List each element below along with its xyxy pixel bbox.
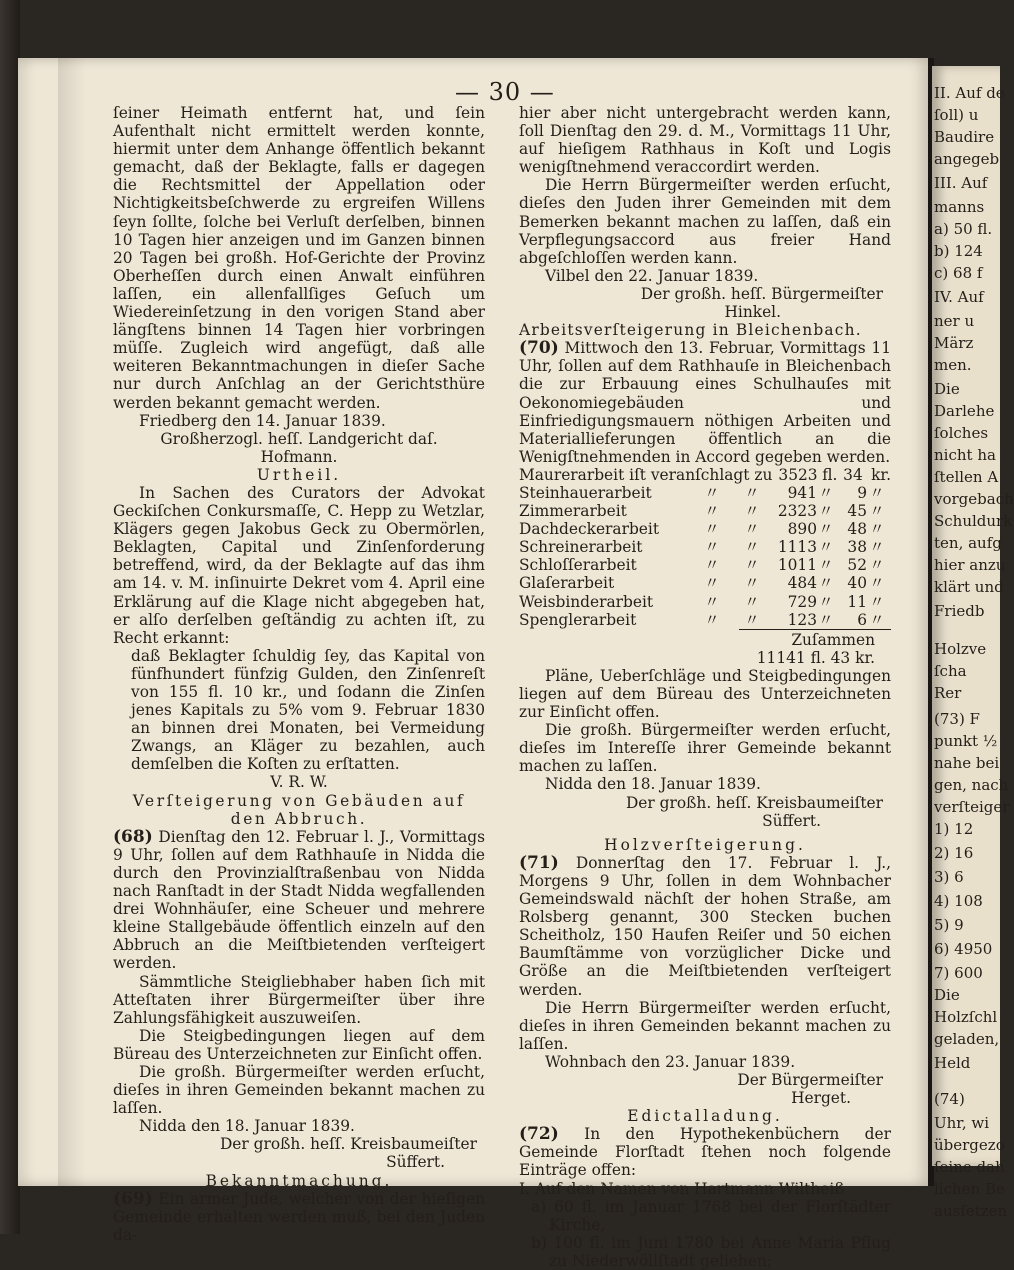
- cost-row: [519, 502, 891, 520]
- cost-d2: 〃: [744, 520, 760, 539]
- next-page-fragment: IV. Auf: [934, 288, 984, 306]
- cost-kr: 11: [847, 592, 867, 611]
- section-title: Holzverſteigerung.: [604, 835, 806, 854]
- section-title: Arbeitsverſteigerung in Bleichenbach.: [519, 321, 862, 340]
- page-number: — 30 —: [455, 78, 555, 106]
- cost-row: [519, 556, 891, 574]
- cost-q2: 〃: [869, 483, 885, 502]
- dateline: Nidda den 18. Januar 1839.: [545, 775, 761, 794]
- next-page-fragment: 2) 16: [934, 844, 974, 862]
- next-page-fragment: Schuldurk: [934, 512, 1013, 530]
- next-page-fragment: c) 68 f: [934, 264, 983, 282]
- next-page-fragment: b) 124: [934, 242, 983, 260]
- section-title: Edictalladung.: [627, 1107, 783, 1126]
- cost-total: Zuſammen 11141 fl. 43 kr.: [739, 629, 891, 667]
- cost-q2: 〃: [869, 610, 885, 629]
- cost-trade: Glaſerarbeit: [519, 574, 615, 593]
- notice-number: (69): [113, 1188, 153, 1209]
- cost-q1: 〃: [818, 592, 834, 611]
- next-page-fragment: punkt ½: [934, 732, 998, 750]
- dateline: Vilbel den 22. Januar 1839.: [545, 266, 759, 285]
- next-page-fragment: ausſetzen: [934, 1202, 1008, 1220]
- cost-d1: 〃: [704, 502, 720, 521]
- notice-number: (71): [519, 852, 559, 873]
- signature-office: Der großh. heſſ. Bürgermeiſter: [640, 284, 883, 303]
- cost-q1: 〃: [818, 520, 834, 539]
- cost-trade: Spenglerarbeit: [519, 610, 637, 629]
- notice-text: Ein armer Jude, welcher von der hieſigen Gemeinde erhalten werden muß, bei den Juden da-: [113, 1189, 485, 1244]
- left-column: [113, 104, 485, 1244]
- next-page-strip: [932, 66, 1014, 1220]
- cost-amt: 941: [787, 483, 817, 502]
- cost-head-amount: 3523: [778, 465, 818, 484]
- cost-d2: 〃: [744, 538, 760, 557]
- next-page-fragment: März: [934, 334, 974, 352]
- signature-name: Hofmann.: [260, 447, 338, 466]
- next-page-fragment: (74): [934, 1090, 965, 1108]
- next-page-fragment: Darlehe: [934, 402, 995, 420]
- cost-amt: 484: [787, 574, 817, 593]
- next-page-fragment: Baudire: [934, 128, 995, 146]
- cost-head-kr-label: kr.: [871, 465, 891, 484]
- next-page-fragment: 5) 9: [934, 916, 964, 934]
- next-page-fragment: 3) 6: [934, 868, 964, 886]
- next-page-fragment: 6) 4950: [934, 940, 993, 958]
- paragraph: Die großh. Bürgermeiſter werden erſucht, dieſes in ihren Gemeinden bekannt machen zu laſſen.: [113, 1062, 485, 1118]
- dateline: Friedberg den 14. Januar 1839.: [139, 411, 386, 430]
- cost-q2: 〃: [869, 520, 885, 539]
- next-page-fragment: vorgebach: [934, 490, 1014, 508]
- next-page-fragment: geladen,: [934, 1030, 1000, 1048]
- dateline: Nidda den 18. Januar 1839.: [139, 1117, 355, 1136]
- next-page-fragment: ſcha: [934, 662, 967, 680]
- cost-kr: 38: [847, 538, 867, 557]
- next-page-fragment: Friedb: [934, 602, 985, 620]
- cost-trade: Steinhauerarbeit: [519, 483, 652, 502]
- cost-q2: 〃: [869, 502, 885, 521]
- cost-d2: 〃: [744, 574, 760, 593]
- next-page-fragment: manns: [934, 198, 985, 216]
- next-page-fragment: (73) F: [934, 710, 980, 728]
- cost-amt: 1011: [777, 556, 817, 575]
- cost-d1: 〃: [704, 592, 720, 611]
- paragraph: In Sachen des Curators der Advokat Geckiſchen Conkursmaſſe, C. Hepp zu Wetzlar, Klägers gegen Jakobus Geck zu Obermörlen, Beklagten, Capital und Zinſenforderung betreffend, wird, da der Beklagte auf das ihm am 14. v. M. inſinuirte Dekret vom 4. April eine Erklärung auf die Klage nicht abgegeben hat, er alſo derſelben geſtändig zu achten iſt, zu Recht erkannt:: [113, 483, 485, 647]
- next-page-fragment: klärt und: [934, 578, 1004, 596]
- cost-head-kr: 34: [843, 465, 863, 484]
- cost-kr: 9: [857, 483, 867, 502]
- cost-kr: 6: [857, 610, 867, 629]
- cost-d1: 〃: [704, 556, 720, 575]
- cost-q1: 〃: [818, 610, 834, 629]
- cost-head-label: Maurerarbeit iſt veranſchlagt zu: [519, 465, 773, 484]
- next-page-fragment: 7) 600: [934, 964, 983, 982]
- right-column: [519, 104, 891, 1270]
- next-page-fragment: Die: [934, 986, 960, 1004]
- cost-q1: 〃: [818, 538, 834, 557]
- next-page-fragment: Holzſchl: [934, 1008, 998, 1026]
- cost-amt: 123: [787, 610, 817, 629]
- signature-name: Hinkel.: [724, 303, 781, 322]
- paragraph: Die Herrn Bürgermeiſter werden erſucht, dieſes den Juden ihrer Gemeinden mit dem Bemerken bekannt machen zu laſſen, daß ein Verpflegungsaccord aus freier Hand abgeſchloſſen werden kann.: [519, 176, 891, 267]
- cost-q1: 〃: [818, 556, 834, 575]
- paragraph: Die Herrn Bürgermeiſter werden erſucht, dieſes in ihren Gemeinden bekannt machen zu laſſen.: [519, 998, 891, 1053]
- next-page-fragment: a) 50 fl.: [934, 220, 993, 238]
- list-item: a) 60 fl. im Januar 1768 bei der Florſtädter Kirche,: [531, 1197, 891, 1234]
- cost-d2: 〃: [744, 483, 760, 502]
- dateline: Wohnbach den 23. Januar 1839.: [545, 1052, 796, 1071]
- verdict-mark: V. R. W.: [270, 773, 328, 792]
- book-edge: [0, 0, 20, 1234]
- signature-office: Der großh. heſſ. Kreisbaumeiſter: [625, 793, 883, 812]
- next-page-fragment: nahe bei: [934, 754, 1000, 772]
- cost-trade: Weisbinderarbeit: [519, 592, 654, 611]
- paragraph: hier aber nicht untergebracht werden kann, ſoll Dienſtag den 29. d. M., Vormittags 11 Uhr, auf hieſigem Rathhaus in Koſt und Logis wenigſtnehmend veraccordirt werden.: [519, 104, 891, 177]
- verdict-quote: daß Beklagter ſchuldig ſey, das Kapital von fünfhundert fünfzig Gulden, den Zinſenreſt von 155 fl. 10 kr., und ſodann die Zinſen jenes Kapitals zu 5% vom 9. Februar 1830 an binnen drei Monaten, bei Vermeidung Zwangs, an Kläger zu bezahlen, auch demſelben die Koſten zu erſtatten.: [131, 646, 485, 774]
- cost-trade: Schreinerarbeit: [519, 538, 643, 557]
- cost-kr: 52: [847, 556, 867, 575]
- cost-kr: 48: [847, 520, 867, 539]
- cost-row: [519, 484, 891, 502]
- cost-q1: 〃: [818, 502, 834, 521]
- paragraph: ſeiner Heimath entfernt hat, und ſein Aufenthalt nicht ermittelt werden konnte, hiermit unter dem Anhange öffentlich bekannt gemacht, daß der Beklagte, falls er dagegen die Rechtsmittel der Appellation oder Nichtigkeitsbeſchwerde zu ergreifen Willens ſeyn ſollte, ſolche bei Verluſt derſelben, binnen 10 Tagen hier anzeigen und im Ganzen binnen 20 Tagen bei großh. Hof-Gerichte der Provinz Oberheſſen durch einen Anwalt einführen laſſen, ein allenfallſiges Geſuch um Wiedereinſetzung in den vorigen Stand aber längſtens binnen 14 Tagen hier vorbringen müſſe. Zugleich wird angefügt, daß alle weiteren Bekanntmachungen in dieſer Sache nur durch Anſchlag an der Gerichtsthüre werden bekannt gemacht werden.: [113, 104, 485, 412]
- cost-table-head: [519, 466, 891, 484]
- next-page-fragment: gen, nach: [934, 776, 1009, 794]
- next-page-fragment: verſteiger: [934, 798, 1010, 816]
- cost-d1: 〃: [704, 483, 720, 502]
- section-title: Verſteigerung von Gebäuden auf den Abbruch.: [132, 791, 466, 828]
- next-page-fragment: 4) 108: [934, 892, 983, 910]
- cost-amt: 1113: [777, 538, 817, 557]
- page-shadow: [58, 58, 86, 1186]
- list-item: I. Auf den Namen von Hartmann Wiltheiß: [519, 1179, 845, 1198]
- signature-office: Der großh. heſſ. Kreisbaumeiſter: [219, 1135, 477, 1154]
- next-page-fragment: men.: [934, 356, 972, 374]
- cost-d1: 〃: [704, 538, 720, 557]
- next-page-fragment: Die: [934, 380, 960, 398]
- cost-q1: 〃: [818, 574, 834, 593]
- signature-name: Süffert.: [386, 1153, 445, 1172]
- next-page-fragment: ner u: [934, 312, 975, 330]
- next-page-fragment: ten, aufg: [934, 534, 1002, 552]
- next-page-fragment: 1) 12: [934, 820, 974, 838]
- signature-name: Süffert.: [762, 811, 821, 830]
- next-page-fragment: Held: [934, 1054, 971, 1072]
- cost-q2: 〃: [869, 574, 885, 593]
- next-page-fragment: Rer: [934, 684, 962, 702]
- next-page-fragment: angegeb: [934, 150, 1000, 168]
- cost-q2: 〃: [869, 556, 885, 575]
- next-page-fragment: hier anzu: [934, 556, 1006, 574]
- notice-number: (72): [519, 1124, 559, 1145]
- cost-row: [519, 611, 891, 629]
- next-page-fragment: übergezo: [934, 1136, 1005, 1154]
- section-title: Urtheil.: [256, 465, 342, 484]
- paragraph: Die großh. Bürgermeiſter werden erſucht, dieſes im Intereſſe ihrer Gemeinde bekannt machen zu laſſen.: [519, 721, 891, 776]
- cost-amt: 729: [787, 592, 817, 611]
- cost-q1: 〃: [818, 483, 834, 502]
- cost-d1: 〃: [704, 610, 720, 629]
- next-page-fragment: III. Auf: [934, 174, 988, 192]
- next-page-fragment: Uhr, wi: [934, 1114, 989, 1132]
- cost-row: [519, 593, 891, 611]
- cost-d1: 〃: [704, 574, 720, 593]
- cost-kr: 40: [847, 574, 867, 593]
- cost-amt: 890: [787, 520, 817, 539]
- next-page-fragment: lichen Be: [934, 1180, 1005, 1198]
- cost-d1: 〃: [704, 520, 720, 539]
- cost-d2: 〃: [744, 502, 760, 521]
- next-page-fragment: Holzve: [934, 640, 987, 658]
- cost-row: [519, 574, 891, 592]
- next-page-fragment: ſtellen A: [934, 468, 999, 486]
- notice-text: Mittwoch den 13. Februar, Vormittags 11 Uhr, ſollen auf dem Rathhauſe in Bleichenbach die zur Erbauung eines Schulhauſes mit Oekonomiegebäuden und Einfriedigungsmauern nöthigen Arbeiten und Materiallieferungen öffentlich an die Wenigſtnehmenden in Accord gegeben werden.: [519, 339, 891, 466]
- notice-text: Donnerſtag den 17. Februar l. J., Morgens 9 Uhr, ſollen in dem Wohnbacher Gemeindswald nächſt der hohen Straße, am Rolsberg genannt, 300 Stecken buchen Scheitholz, 150 Haufen Reiſer und 50 eichen Baumſtämme von vorzüglicher Dicke und Größe an die Meiſtbietenden verſteigert werden.: [519, 853, 891, 999]
- next-page-fragment: II. Auf de: [934, 84, 1005, 102]
- notice-text: Dienſtag den 12. Februar l. J., Vormittags 9 Uhr, ſollen auf dem Rathhauſe in Nidda die durch den Provinzialſtraßenbau von Nidda nach Ranſtadt in der Stadt Nidda wegfallenden drei Wohnhäuſer, eine Scheuer und mehrere kleine Stallgebäude öffentlich einzeln auf den Abbruch an die Meiſtbietenden verſteigert werden.: [113, 827, 485, 973]
- cost-row: [519, 538, 891, 556]
- paragraph: Pläne, Ueberſchläge und Steigbedingungen liegen auf dem Büreau des Unterzeichneten zur Einſicht offen.: [519, 666, 891, 722]
- notice-number: (68): [113, 826, 153, 847]
- cost-d2: 〃: [744, 556, 760, 575]
- cost-trade: Zimmerarbeit: [519, 502, 627, 521]
- signature-name: Herget.: [791, 1089, 851, 1108]
- cost-trade: Dachdeckerarbeit: [519, 520, 660, 539]
- notice-text: In den Hypothekenbüchern der Gemeinde Florſtadt ſtehen noch folgende Einträge offen:: [519, 1125, 891, 1180]
- section-title: Bekanntmachung.: [205, 1171, 393, 1190]
- cost-q2: 〃: [869, 538, 885, 557]
- cost-head-fl: fl.: [822, 465, 838, 484]
- cost-kr: 45: [847, 502, 867, 521]
- notice-number: (70): [519, 338, 559, 359]
- list-item: b) 100 fl. im Juni 1780 bei Anne Maria Pflug zu Niederwöllſtadt geliehen;: [531, 1233, 891, 1270]
- next-page-fragment: ſoll) u: [934, 106, 979, 124]
- paragraph: Die Steigbedingungen liegen auf dem Büreau des Unterzeichneten zur Einſicht offen.: [113, 1026, 485, 1063]
- cost-trade: Schloſſerarbeit: [519, 556, 637, 575]
- next-page-fragment: nicht ha: [934, 446, 996, 464]
- cost-row: [519, 520, 891, 538]
- paragraph: Sämmtliche Steigliebhaber haben ſich mit Atteſtaten ihrer Bürgermeiſter über ihre Zahlungsfähigkeit auszuweiſen.: [113, 972, 485, 1027]
- cost-d2: 〃: [744, 610, 760, 629]
- signature-office: Der Bürgermeiſter: [737, 1070, 883, 1089]
- next-page-fragment: ſolches: [934, 424, 989, 442]
- cost-q2: 〃: [869, 592, 885, 611]
- cost-d2: 〃: [744, 592, 760, 611]
- cost-amt: 2323: [777, 502, 817, 521]
- next-page-fragment: ſeine dah: [934, 1158, 1005, 1176]
- signature-office: Großherzogl. heſſ. Landgericht daſ.: [160, 429, 438, 448]
- cost-table: [519, 484, 891, 629]
